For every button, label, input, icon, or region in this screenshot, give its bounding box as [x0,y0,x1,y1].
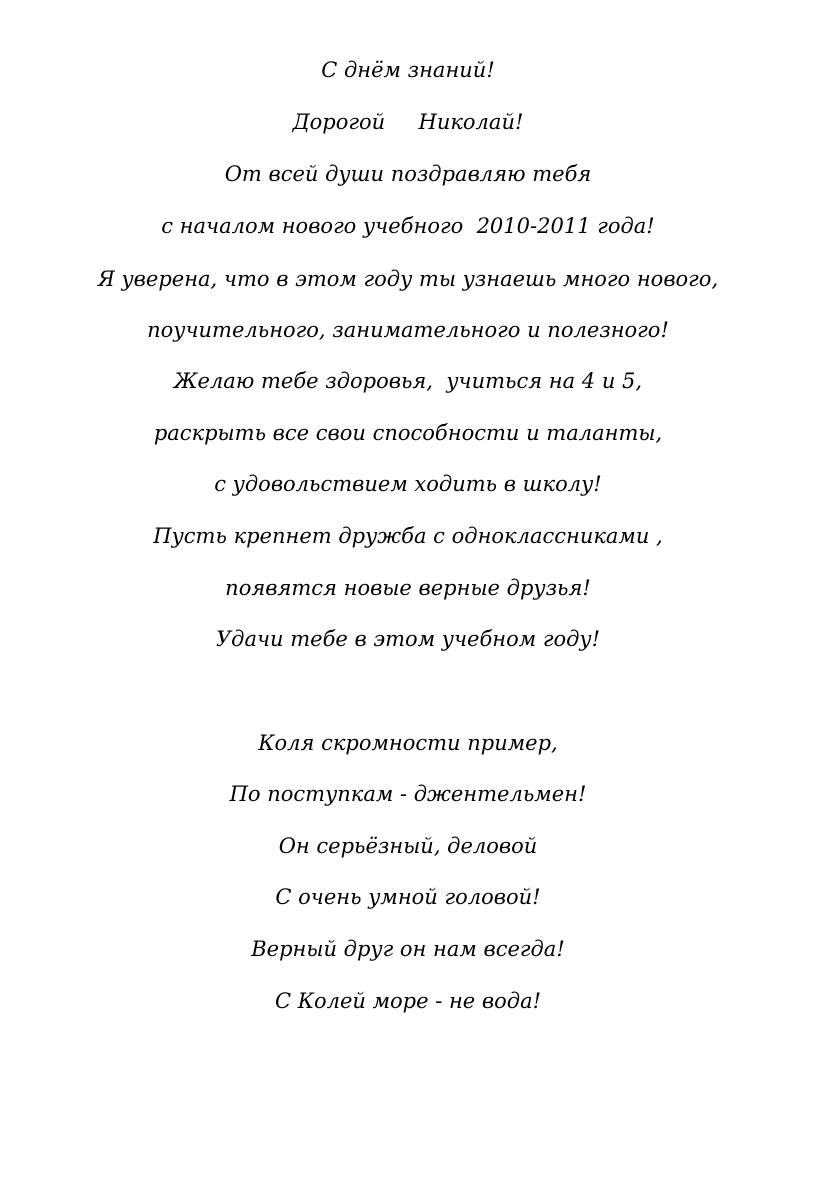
greeting-line: с удовольствием ходить в школу! [214,472,602,496]
greeting-line: появятся новые верные друзья! [225,576,591,600]
greeting-salutation: Дорогой Николай! [292,110,524,134]
poem-line: С очень умной головой! [275,885,541,909]
greeting-line: От всей души поздравляю тебя [224,162,592,186]
greeting-line: Пусть крепнет дружба с одноклассниками , [153,524,663,548]
greeting-line: Я уверена, что в этом году ты узнаешь много нового, [97,267,719,291]
poem-line: Он серьёзный, деловой [278,834,538,858]
greeting-title: С днём знаний! [321,58,495,82]
greeting-line: раскрыть все свои способности и таланты, [153,421,663,445]
poem-line: С Колей море - не вода! [274,989,542,1013]
poem-line: По поступкам - джентельмен! [229,782,587,806]
greeting-line: Удачи тебе в этом учебном году! [215,627,601,651]
greeting-line: Желаю тебе здоровья, учиться на 4 и 5, [173,369,643,393]
greeting-line: с началом нового учебного 2010-2011 года! [161,214,655,238]
poem-line: Верный друг он нам всегда! [251,937,565,961]
poem-line: Коля скромности пример, [258,731,558,755]
greeting-line: поучительного, занимательного и полезного! [147,318,669,342]
